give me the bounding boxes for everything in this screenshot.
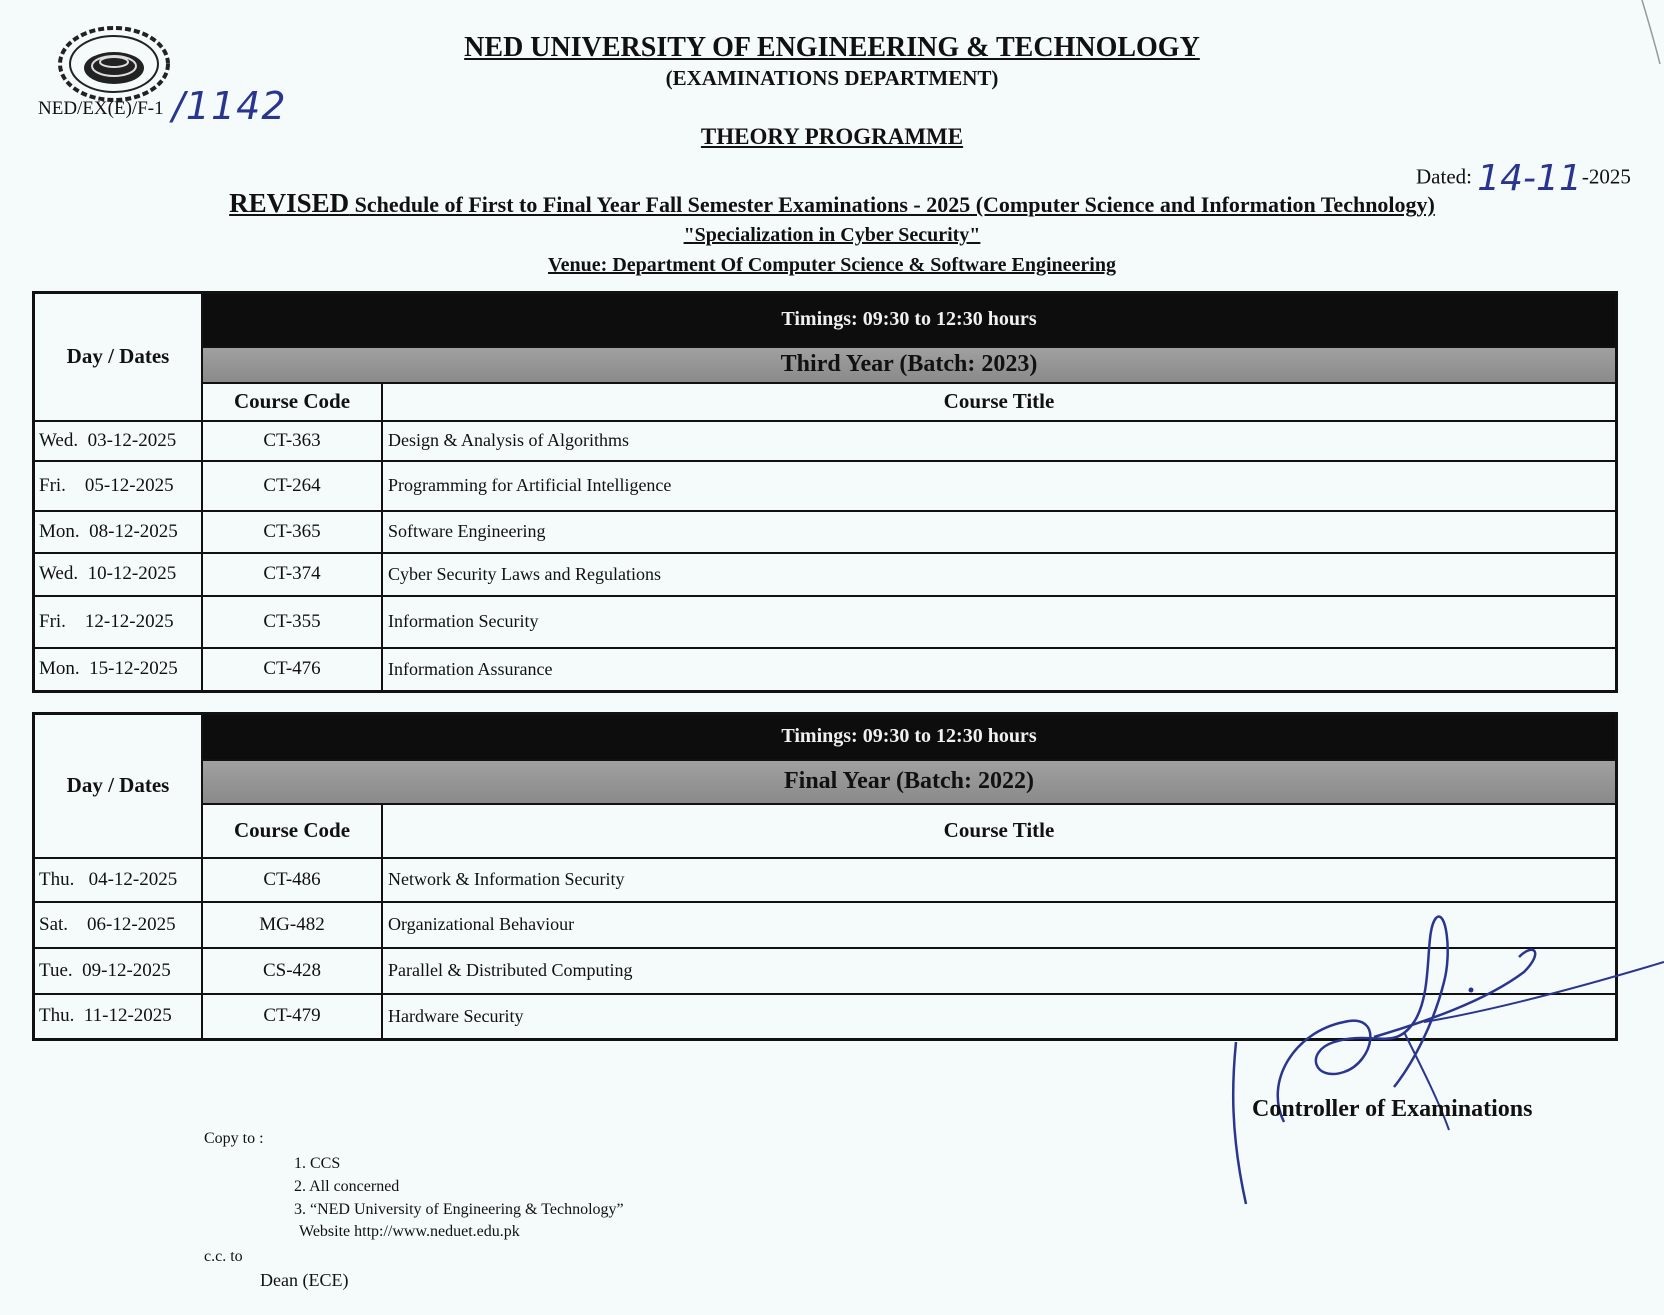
course-title-header: Course Title <box>382 383 1617 421</box>
course-title: Parallel & Distributed Computing <box>382 948 1617 994</box>
exam-date: Mon. 08-12-2025 <box>34 511 203 553</box>
course-code: CT-264 <box>202 461 382 511</box>
copy-to-list <box>294 1152 624 1221</box>
course-code: CT-365 <box>202 511 382 553</box>
copy-to-label: Copy to : <box>204 1130 264 1147</box>
table-row <box>34 421 1617 461</box>
cc-to-label: c.c. to <box>204 1248 243 1265</box>
course-code: CT-476 <box>202 648 382 692</box>
list-item: 3. “NED University of Engineering & Technology” <box>294 1201 624 1218</box>
department-name: (EXAMINATIONS DEPARTMENT) <box>665 66 999 90</box>
course-code: CT-363 <box>202 421 382 461</box>
signature-image <box>1224 912 1664 1212</box>
exam-date: Thu. 11-12-2025 <box>34 994 203 1040</box>
exam-date: Thu. 04-12-2025 <box>34 858 203 902</box>
controller-of-examinations: Controller of Examinations <box>1252 1096 1533 1122</box>
specialization: "Specialization in Cyber Security" <box>683 224 981 246</box>
timings-header: Timings: 09:30 to 12:30 hours <box>202 714 1617 760</box>
course-title: Software Engineering <box>382 511 1617 553</box>
course-title: Hardware Security <box>382 994 1617 1040</box>
course-title: Information Security <box>382 596 1617 648</box>
course-title-header: Course Title <box>382 804 1617 858</box>
schedule-title-text: Schedule of First to Final Year Fall Semester Examinations - 2025 (Computer Science and Information Technology) <box>349 192 1435 217</box>
university-name: NED UNIVERSITY OF ENGINEERING & TECHNOLOGY <box>464 32 1200 63</box>
dated-handwritten: 14-11 <box>1477 158 1582 199</box>
course-title: Information Assurance <box>382 648 1617 692</box>
course-code: CT-486 <box>202 858 382 902</box>
course-title: Organizational Behaviour <box>382 902 1617 948</box>
day-dates-header: Day / Dates <box>34 714 203 858</box>
course-code: CS-428 <box>202 948 382 994</box>
year-batch-header: Final Year (Batch: 2022) <box>202 760 1617 804</box>
revised-label: REVISED <box>229 188 350 218</box>
timings-header: Timings: 09:30 to 12:30 hours <box>202 293 1617 347</box>
programme-title: THEORY PROGRAMME <box>700 124 964 149</box>
exam-date: Fri. 05-12-2025 <box>34 461 203 511</box>
course-code: CT-374 <box>202 553 382 596</box>
course-code: MG-482 <box>202 902 382 948</box>
course-code-header: Course Code <box>202 383 382 421</box>
table-row <box>34 553 1617 596</box>
venue: Venue: Department Of Computer Science & Software Engineering <box>548 254 1116 276</box>
exam-date: Fri. 12-12-2025 <box>34 596 203 648</box>
table-row <box>34 511 1617 553</box>
year-batch-header: Third Year (Batch: 2023) <box>202 347 1617 383</box>
course-code: CT-355 <box>202 596 382 648</box>
reference-number <box>38 98 164 120</box>
exam-date: Sat. 06-12-2025 <box>34 902 203 948</box>
course-title: Network & Information Security <box>382 858 1617 902</box>
dated-label: Dated: <box>1416 164 1472 189</box>
course-title: Programming for Artificial Intelligence <box>382 461 1617 511</box>
schedule-title <box>0 188 1664 219</box>
course-title: Cyber Security Laws and Regulations <box>382 553 1617 596</box>
reference-prefix: NED/EX(E)/F-1 <box>38 98 164 119</box>
exam-date: Wed. 10-12-2025 <box>34 553 203 596</box>
reference-handwritten: /1142 <box>172 84 287 128</box>
exam-date: Tue. 09-12-2025 <box>34 948 203 994</box>
list-item: 1. CCS <box>294 1155 341 1172</box>
day-dates-header: Day / Dates <box>34 293 203 421</box>
dated-year: -2025 <box>1581 164 1631 189</box>
dean-recipient: Dean (ECE) <box>260 1270 349 1290</box>
course-title: Design & Analysis of Algorithms <box>382 421 1617 461</box>
table-row <box>34 648 1617 692</box>
table-row <box>34 858 1617 902</box>
table-row <box>34 461 1617 511</box>
course-code-header: Course Code <box>202 804 382 858</box>
exam-date: Mon. 15-12-2025 <box>34 648 203 692</box>
exam-date: Wed. 03-12-2025 <box>34 421 203 461</box>
website-line: Website http://www.neduet.edu.pk <box>299 1223 520 1240</box>
course-code: CT-479 <box>202 994 382 1040</box>
third-year-schedule-table <box>32 291 1618 693</box>
table-row <box>34 596 1617 648</box>
list-item: 2. All concerned <box>294 1178 400 1195</box>
scan-edge-mark <box>1640 0 1664 70</box>
